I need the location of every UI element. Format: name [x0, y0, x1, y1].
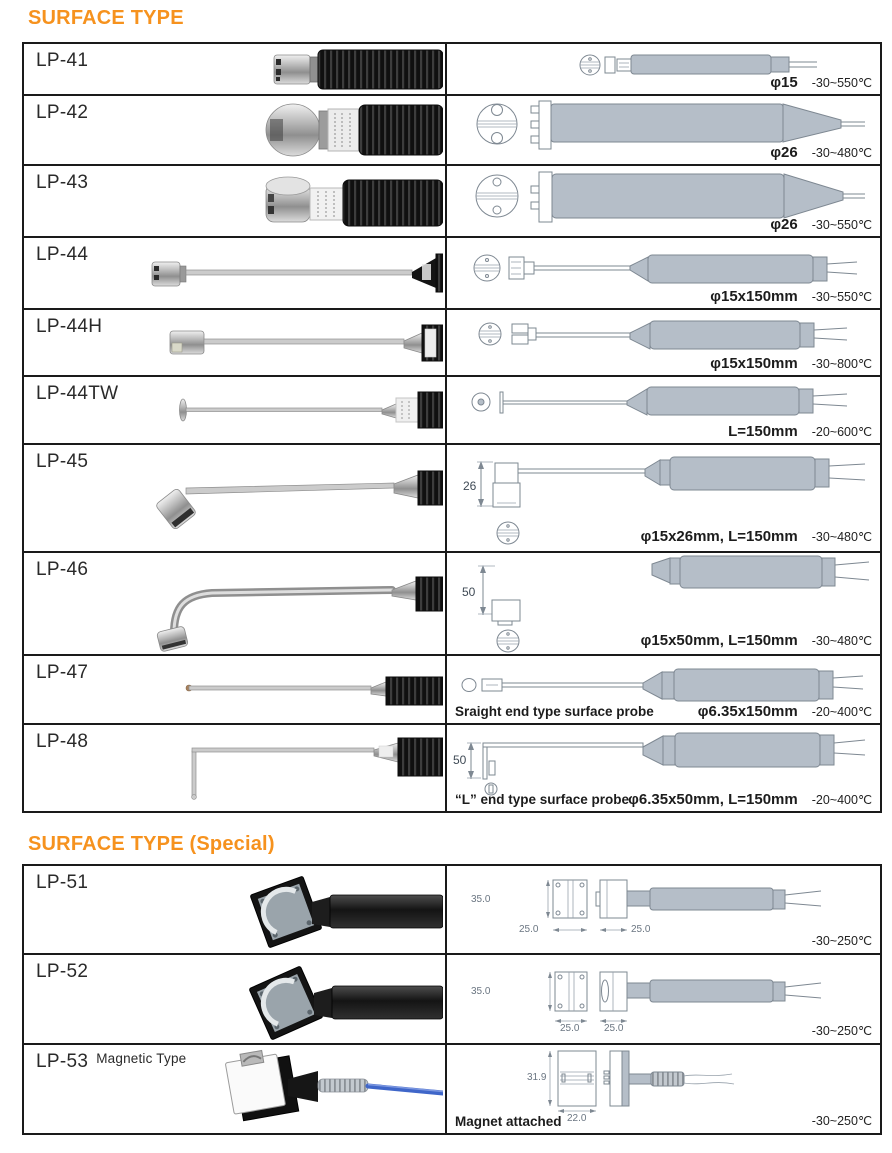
diagram-cell — [447, 553, 880, 654]
diagram-cell — [447, 725, 880, 811]
size-label: φ15 — [770, 74, 798, 91]
model-label: LP-46 — [36, 559, 89, 580]
magnet-note: Magnet attached — [455, 1114, 562, 1129]
spec-label — [698, 703, 872, 720]
diagram-cell — [447, 310, 880, 375]
model-cell — [24, 310, 447, 375]
dim-height-label: 31.9 — [527, 1072, 547, 1083]
size-label: φ26 — [770, 216, 798, 233]
table-row — [24, 725, 880, 811]
model-type-note: Magnetic Type — [96, 1051, 187, 1066]
model-cell — [24, 866, 447, 953]
model-label: LP-52 — [36, 961, 89, 982]
surface-type-special-table — [22, 864, 882, 1135]
temp-range: -20~400℃ — [811, 793, 872, 807]
size-label: φ15x50mm, L=150mm — [640, 632, 798, 649]
spec-label — [728, 423, 872, 440]
diagram-cell — [447, 656, 880, 723]
model-cell — [24, 377, 447, 443]
model-cell — [24, 725, 447, 811]
dim-label: 50 — [462, 585, 476, 599]
table-row — [24, 238, 880, 310]
temp-range: -30~250℃ — [811, 1114, 872, 1128]
model-label — [36, 1051, 186, 1073]
size-label: L=150mm — [728, 423, 798, 440]
spec-label — [641, 528, 872, 545]
model-cell — [24, 445, 447, 551]
diagram-cell — [447, 866, 880, 953]
diagram-cell — [447, 238, 880, 308]
diagram-cell — [447, 377, 880, 443]
table-row — [24, 44, 880, 96]
table-row — [24, 377, 880, 445]
model-label: LP-42 — [36, 102, 89, 123]
model-label: LP-45 — [36, 451, 89, 472]
diagram-cell — [447, 166, 880, 236]
size-label: φ15x150mm — [710, 355, 798, 372]
dim-side-label: 25.0 — [631, 924, 651, 935]
spec-label — [710, 355, 872, 372]
model-label: LP-44 — [36, 244, 89, 265]
spec-label — [770, 74, 872, 91]
temp-range: -30~480℃ — [811, 530, 872, 544]
model-cell — [24, 96, 447, 164]
temp-range: -30~550℃ — [811, 76, 872, 90]
dim-height-label: 35.0 — [471, 986, 491, 997]
temp-range: -30~480℃ — [811, 634, 872, 648]
model-cell — [24, 656, 447, 723]
probe-type-note: Sraight end type surface probe — [455, 704, 654, 719]
dim-front-label: 22.0 — [567, 1113, 587, 1124]
dim-height-label: 35.0 — [471, 894, 491, 905]
table-row — [24, 166, 880, 238]
model-cell — [24, 166, 447, 236]
section-title-surface-type: SURFACE TYPE — [28, 7, 184, 29]
spec-label — [812, 1023, 872, 1038]
model-label: LP-44H — [36, 316, 103, 337]
model-cell — [24, 955, 447, 1043]
model-label: LP-43 — [36, 172, 89, 193]
section-title-surface-type-special: SURFACE TYPE (Special) — [28, 833, 275, 855]
size-label: φ6.35x50mm, L=150mm — [628, 791, 798, 808]
model-label: LP-44TW — [36, 383, 119, 404]
temp-range: -30~250℃ — [811, 934, 872, 948]
model-cell — [24, 44, 447, 94]
dim-side-label: 25.0 — [604, 1023, 624, 1034]
probe-type-note: “L” end type surface probe — [455, 792, 630, 807]
spec-label — [641, 632, 872, 649]
model-label: LP-47 — [36, 662, 89, 683]
table-row — [24, 553, 880, 656]
model-label: LP-41 — [36, 50, 89, 71]
spec-label — [710, 288, 872, 305]
temp-range: -30~800℃ — [811, 357, 872, 371]
size-label: φ15x150mm — [710, 288, 798, 305]
table-row — [24, 866, 880, 955]
temp-range: -30~480℃ — [811, 146, 872, 160]
table-row — [24, 1045, 880, 1133]
temp-range: -20~400℃ — [811, 705, 872, 719]
dim-label: 50 — [453, 753, 467, 767]
spec-label — [770, 144, 872, 161]
model-cell — [24, 1045, 447, 1133]
model-label: LP-48 — [36, 731, 89, 752]
temp-range: -30~250℃ — [811, 1024, 872, 1038]
spec-label — [812, 1113, 872, 1128]
diagram-cell — [447, 44, 880, 94]
surface-type-table — [22, 42, 882, 813]
diagram-cell — [447, 96, 880, 164]
spec-label — [628, 791, 872, 808]
table-row — [24, 656, 880, 725]
table-row — [24, 445, 880, 553]
table-row — [24, 310, 880, 377]
diagram-cell — [447, 955, 880, 1043]
size-label: φ15x26mm, L=150mm — [640, 528, 798, 545]
temp-range: -30~550℃ — [811, 218, 872, 232]
dim-front-label: 25.0 — [560, 1023, 580, 1034]
model-cell — [24, 238, 447, 308]
spec-label — [770, 216, 872, 233]
temp-range: -30~550℃ — [811, 290, 872, 304]
spec-label — [812, 933, 872, 948]
dim-front-label: 25.0 — [519, 924, 539, 935]
model-label: LP-51 — [36, 872, 89, 893]
size-label: φ26 — [770, 144, 798, 161]
table-row — [24, 955, 880, 1045]
diagram-cell — [447, 445, 880, 551]
dim-label: 26 — [463, 479, 477, 493]
table-row — [24, 96, 880, 166]
model-number: LP-53 — [36, 1051, 89, 1072]
diagram-cell — [447, 1045, 880, 1133]
size-label: φ6.35x150mm — [697, 703, 798, 720]
model-cell — [24, 553, 447, 654]
temp-range: -20~600℃ — [811, 425, 872, 439]
